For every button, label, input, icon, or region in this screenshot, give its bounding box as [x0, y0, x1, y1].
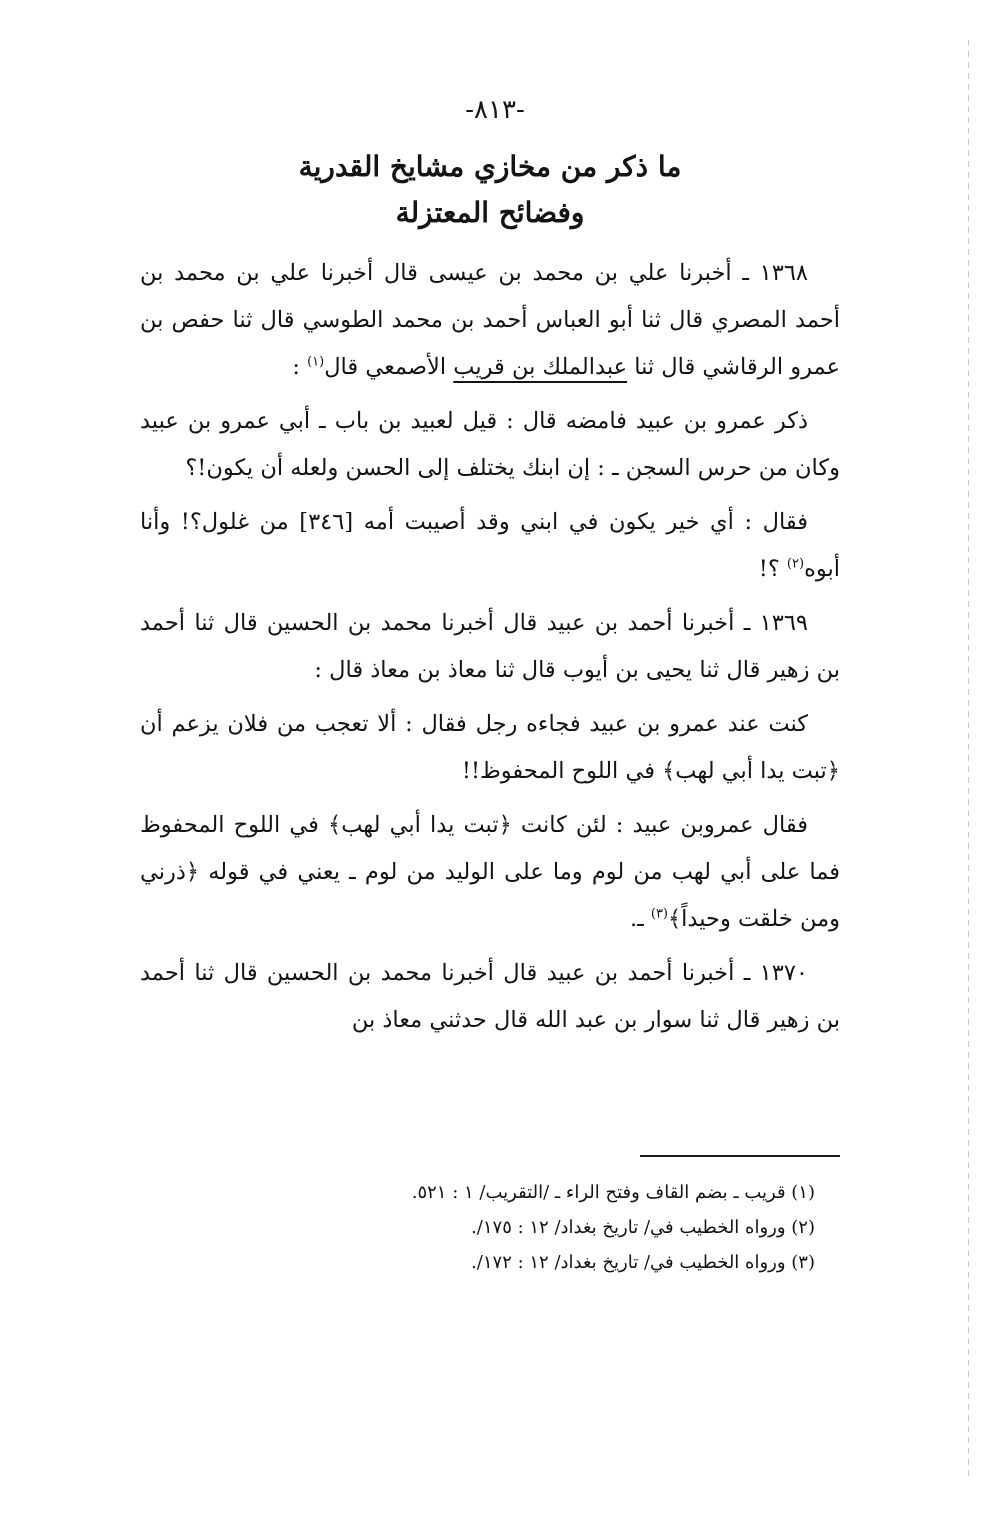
- footnote-marker-1[interactable]: (١): [307, 354, 325, 370]
- paragraph-text: ١٣٦٩ ـ أخبرنا أحمد بن عبيد قال أخبرنا محمد بن الحسين قال ثنا أحمد بن زهير قال ثنا يحيى بن أيوب قال ثنا معاذ بن معاذ قال :: [140, 610, 840, 683]
- underlined-name: عبدالملك بن قريب: [453, 354, 628, 380]
- footnote-marker-3[interactable]: (٣): [650, 906, 668, 922]
- paragraph-text: ذكر عمرو بن عبيد فامضه قال : قيل لعبيد بن باب ـ أبي عمرو بن عبيد وكان من حرس السجن ـ : إن ابنك يختلف إلى الحسن ولعله أن يكون!؟: [140, 408, 840, 481]
- footnote-divider: [640, 1155, 840, 1157]
- footnote-3: (٣) ورواه الخطيب في/ تاريخ بغداد/ ١٢ : ١٧٢/.: [471, 1252, 815, 1273]
- paragraph-narration-1: [140, 398, 840, 492]
- paragraph-1370: [140, 950, 840, 1044]
- footnote-marker-2[interactable]: (٢): [786, 556, 805, 572]
- paragraph-text: ١٣٦٨ ـ أخبرنا علي بن محمد بن عيسى قال أخبرنا علي بن محمد بن أحمد المصري قال ثنا أبو العباس أحمد بن محمد الطوسي قال ثنا حفص بن عمرو الرقاشي قال ثنا: [140, 260, 840, 380]
- paragraph-text: فقال عمروبن عبيد : لئن كانت ﴿تبت يدا أبي لهب﴾ في اللوح المحفوظ فما على أبي لهب من لوم وما على الوليد من لوم ـ يعني في قوله ﴿ذرني ومن خلقت وحيداً﴾: [140, 812, 840, 932]
- paragraph-1369: [140, 600, 840, 694]
- paragraph-text: ؟!: [758, 556, 787, 582]
- paragraph-text: فقال : أي خير يكون في ابني وقد أصيبت أمه [٣٤٦] من غلول؟! وأنا أبوه: [140, 509, 840, 582]
- paragraph-text: الأصمعي قال: [324, 354, 454, 380]
- paragraph-text: كنت عند عمرو بن عبيد فجاءه رجل فقال : ألا تعجب من فلان يزعم أن ﴿تبت يدا أبي لهب﴾ في اللوح المحفوظ!!: [140, 711, 840, 784]
- page-edge-line: [968, 40, 969, 1480]
- footnotes: [300, 1175, 815, 1280]
- paragraph-text: :: [292, 354, 308, 380]
- footnote-2: (٢) ورواه الخطيب في/ تاريخ بغداد/ ١٢ : ١٧٥/.: [471, 1217, 815, 1238]
- paragraph-narration-3: [140, 701, 840, 795]
- paragraph-text: ـ.: [629, 906, 651, 932]
- paragraph-text: ١٣٧٠ ـ أخبرنا أحمد بن عبيد قال أخبرنا محمد بن الحسين قال ثنا أحمد بن زهير قال ثنا سوار بن عبد الله قال حدثني معاذ بن: [140, 960, 840, 1033]
- paragraph-narration-4: [140, 802, 840, 943]
- paragraph-1368: [140, 250, 840, 391]
- footnote-1: (١) قريب ـ بضم القاف وفتح الراء ـ /التقريب/ ١ : ٥٢١.: [411, 1182, 815, 1203]
- paragraph-narration-2: [140, 499, 840, 593]
- chapter-title-line-2: وفضائح المعتزلة: [395, 196, 585, 229]
- chapter-title-line-1: ما ذكر من مخازي مشايخ القدرية: [298, 150, 682, 183]
- page-number: -٨١٣-: [465, 95, 525, 125]
- main-text: [140, 250, 840, 1051]
